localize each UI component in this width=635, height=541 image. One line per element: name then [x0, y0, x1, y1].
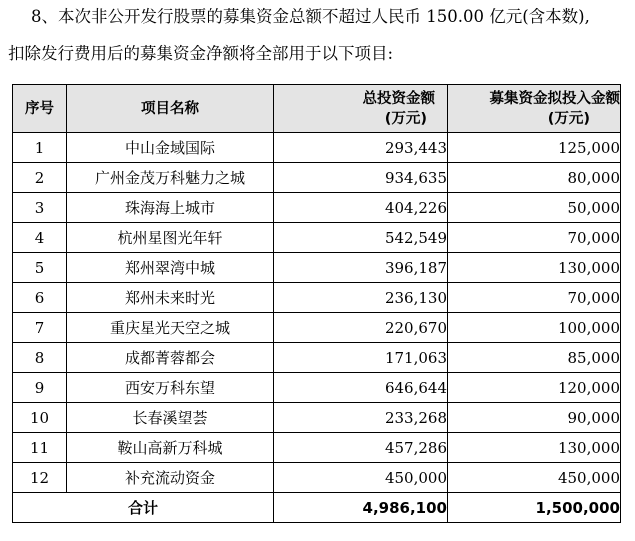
cell-project-name: 西安万科东望 — [67, 373, 274, 403]
table-total-row — [13, 493, 621, 523]
cell-raise: 120,000 — [448, 373, 621, 403]
cell-index: 4 — [13, 223, 67, 253]
table-row — [13, 163, 621, 193]
cell-raise: 450,000 — [448, 463, 621, 493]
cell-project-name: 成都菁蓉都会 — [67, 343, 274, 373]
cell-project-name: 中山金域国际 — [67, 133, 274, 163]
cell-raise: 50,000 — [448, 193, 621, 223]
cell-project-name: 郑州翠湾中城 — [67, 253, 274, 283]
cell-total: 233,268 — [274, 403, 448, 433]
cell-raise: 90,000 — [448, 403, 621, 433]
cell-total: 220,670 — [274, 313, 448, 343]
cell-total: 646,644 — [274, 373, 448, 403]
cell-raise: 80,000 — [448, 163, 621, 193]
cell-index: 3 — [13, 193, 67, 223]
table-row — [13, 283, 621, 313]
table-row — [13, 433, 621, 463]
cell-grand-total: 4,986,100 — [274, 493, 448, 523]
cell-raise: 85,000 — [448, 343, 621, 373]
cell-grand-raise: 1,500,000 — [448, 493, 621, 523]
header-total-investment — [274, 85, 448, 133]
cell-project-name: 珠海海上城市 — [67, 193, 274, 223]
cell-index: 7 — [13, 313, 67, 343]
cell-index: 5 — [13, 253, 67, 283]
table-row — [13, 343, 621, 373]
table-header-row — [13, 85, 621, 133]
cell-index: 12 — [13, 463, 67, 493]
cell-index: 11 — [13, 433, 67, 463]
header-total-line1: 总投资金额 — [362, 90, 435, 107]
cell-project-name: 补充流动资金 — [67, 463, 274, 493]
cell-project-name: 重庆星光天空之城 — [67, 313, 274, 343]
cell-total: 396,187 — [274, 253, 448, 283]
cell-raise: 70,000 — [448, 283, 621, 313]
cell-project-name: 鞍山高新万科城 — [67, 433, 274, 463]
table-row — [13, 253, 621, 283]
paragraph-line-2: 扣除发行费用后的募集资金净额将全部用于以下项目: — [8, 44, 394, 63]
cell-project-name: 郑州未来时光 — [67, 283, 274, 313]
cell-index: 6 — [13, 283, 67, 313]
cell-raise: 70,000 — [448, 223, 621, 253]
cell-total: 542,549 — [274, 223, 448, 253]
cell-project-name: 广州金茂万科魅力之城 — [67, 163, 274, 193]
cell-raise: 100,000 — [448, 313, 621, 343]
header-raise-line2: (万元) — [547, 110, 590, 127]
cell-total: 450,000 — [274, 463, 448, 493]
cell-total: 236,130 — [274, 283, 448, 313]
header-project-name: 项目名称 — [67, 85, 274, 133]
cell-raise: 125,000 — [448, 133, 621, 163]
cell-project-name: 长春溪望荟 — [67, 403, 274, 433]
header-index: 序号 — [13, 85, 67, 133]
table-row — [13, 373, 621, 403]
cell-total: 404,226 — [274, 193, 448, 223]
cell-total: 934,635 — [274, 163, 448, 193]
cell-index: 8 — [13, 343, 67, 373]
cell-total: 293,443 — [274, 133, 448, 163]
fund-usage-table — [12, 84, 621, 523]
cell-total: 457,286 — [274, 433, 448, 463]
header-raised-investment — [448, 85, 621, 133]
table-row — [13, 313, 621, 343]
cell-index: 2 — [13, 163, 67, 193]
table-row — [13, 463, 621, 493]
table-row — [13, 223, 621, 253]
cell-raise: 130,000 — [448, 253, 621, 283]
table-row — [13, 133, 621, 163]
cell-index: 10 — [13, 403, 67, 433]
paragraph-line-1: 8、本次非公开发行股票的募集资金总额不超过人民币 150.00 亿元(含本数), — [31, 7, 590, 26]
cell-total: 171,063 — [274, 343, 448, 373]
table-row — [13, 193, 621, 223]
cell-index: 9 — [13, 373, 67, 403]
cell-project-name: 杭州星图光年轩 — [67, 223, 274, 253]
table-row — [13, 403, 621, 433]
cell-total-label: 合计 — [13, 493, 274, 523]
header-total-line2: (万元) — [384, 110, 427, 127]
cell-index: 1 — [13, 133, 67, 163]
header-raise-line1: 募集资金拟投入金额 — [489, 90, 620, 107]
cell-raise: 130,000 — [448, 433, 621, 463]
